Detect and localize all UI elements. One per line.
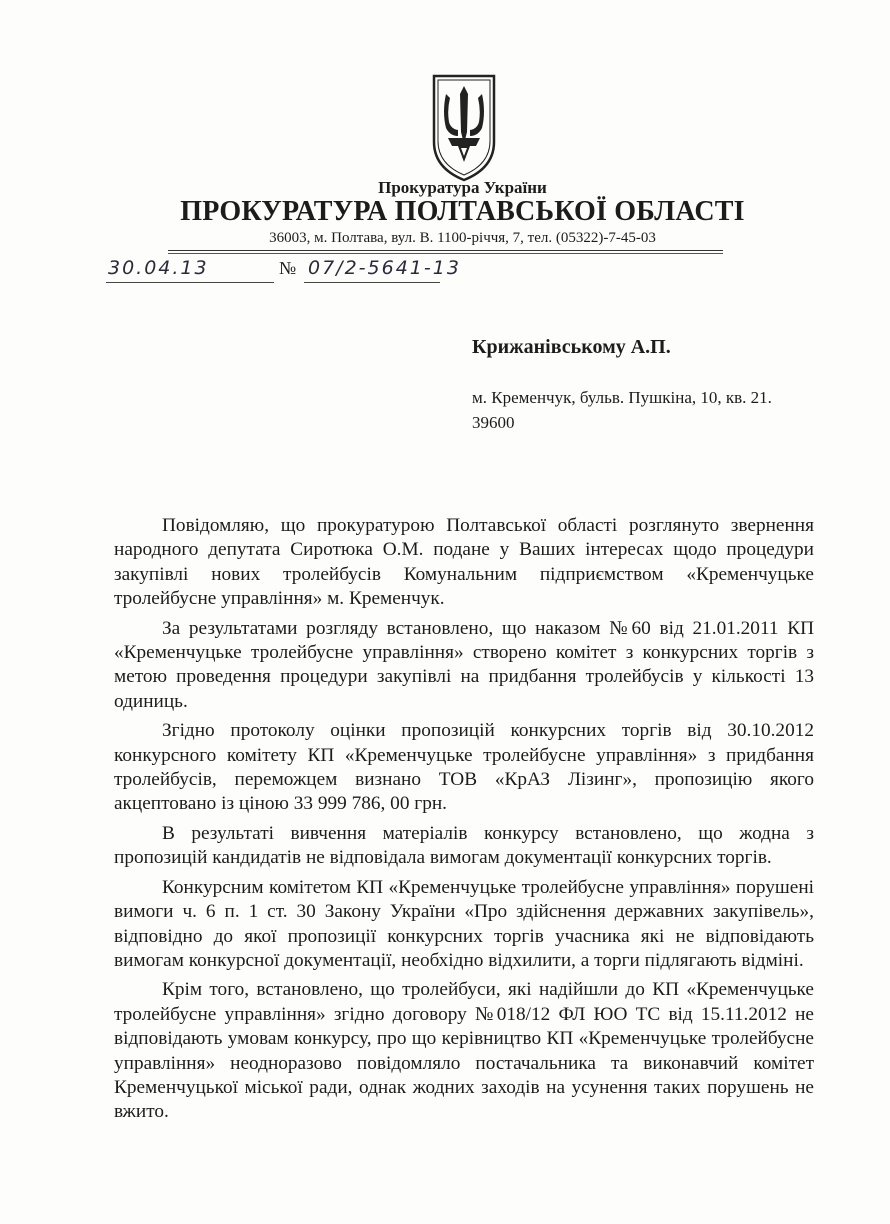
registration-number: 07/2-5641-13 [308, 257, 461, 279]
header-divider [168, 250, 723, 251]
letter-body [114, 514, 814, 1130]
date-underline [106, 282, 274, 283]
header-divider-thin [168, 253, 723, 254]
body-paragraph: Згідно протоколу оцінки пропозицій конкурсних торгів від 30.10.2012 конкурсного комітету КП «Кременчуцьке тролейбусне управління» з придбання тролейбусів, переможцем визнано ТОВ «КрАЗ Лізинг», пропозицію якого акцептовано із ціною 33 999 786, 00 грн. [114, 720, 814, 815]
recipient-name: Крижанівському А.П. [472, 336, 671, 358]
number-underline [304, 282, 440, 283]
org-parent-title: Прокуратура України [378, 178, 547, 197]
org-title: ПРОКУРАТУРА ПОЛТАВСЬКОЇ ОБЛАСТІ [180, 196, 745, 227]
body-paragraph: Конкурсним комітетом КП «Кременчуцьке тролейбусне управління» порушені вимоги ч. 6 п. 1 ст. 30 Закону України «Про здійснення державних закупівель», відповідно до якої пропозиції конкурсних торгів учасника які не відповідають вимогам конкурсної документації, необхідно відхилити, а торги підлягають відміні. [114, 876, 814, 971]
registration-date: 30.04.13 [108, 257, 209, 279]
body-paragraph: Крім того, встановлено, що тролейбуси, які надійшли до КП «Кременчуцьке тролейбусне управління» згідно договору №018/12 ФЛ ЮО ТС від 15.11.2012 не відповідають умовам конкурсу, про що керівництво КП «Кременчуцьке тролейбусне управління» неодноразово повідомляло постачальника та виконавчий комітет Кременчуцької міської ради, однак жодних заходів на усунення таких порушень не вжито. [114, 979, 814, 1123]
recipient-address: м. Кременчук, бульв. Пушкіна, 10, кв. 21. [472, 388, 772, 407]
body-paragraph: За результатами розгляду встановлено, що наказом №60 від 21.01.2011 КП «Кременчуцьке тролейбусне управління» створено комітет з конкурсних торгів з метою проведення процедури закупівлі на придбання тролейбусів у кількості 13 одиниць. [114, 617, 814, 712]
recipient-postcode: 39600 [472, 413, 515, 432]
number-label: № [279, 258, 297, 278]
org-address: 36003, м. Полтава, вул. В. 1100-річчя, 7, тел. (05322)-7-45-03 [269, 230, 656, 246]
coat-of-arms-icon [430, 72, 498, 184]
body-paragraph: В результаті вивчення матеріалів конкурсу встановлено, що жодна з пропозицій кандидатів не відповідала вимогам документації конкурсних торгів. [114, 822, 814, 869]
body-paragraph: Повідомляю, що прокуратурою Полтавської області розглянуто звернення народного депутата Сиротюка О.М. подане у Ваших інтересах щодо процедури закупівлі нових тролейбусів Комунальним підприємством «Кременчуцьке тролейбусне управління» м. Кременчук. [114, 515, 814, 610]
